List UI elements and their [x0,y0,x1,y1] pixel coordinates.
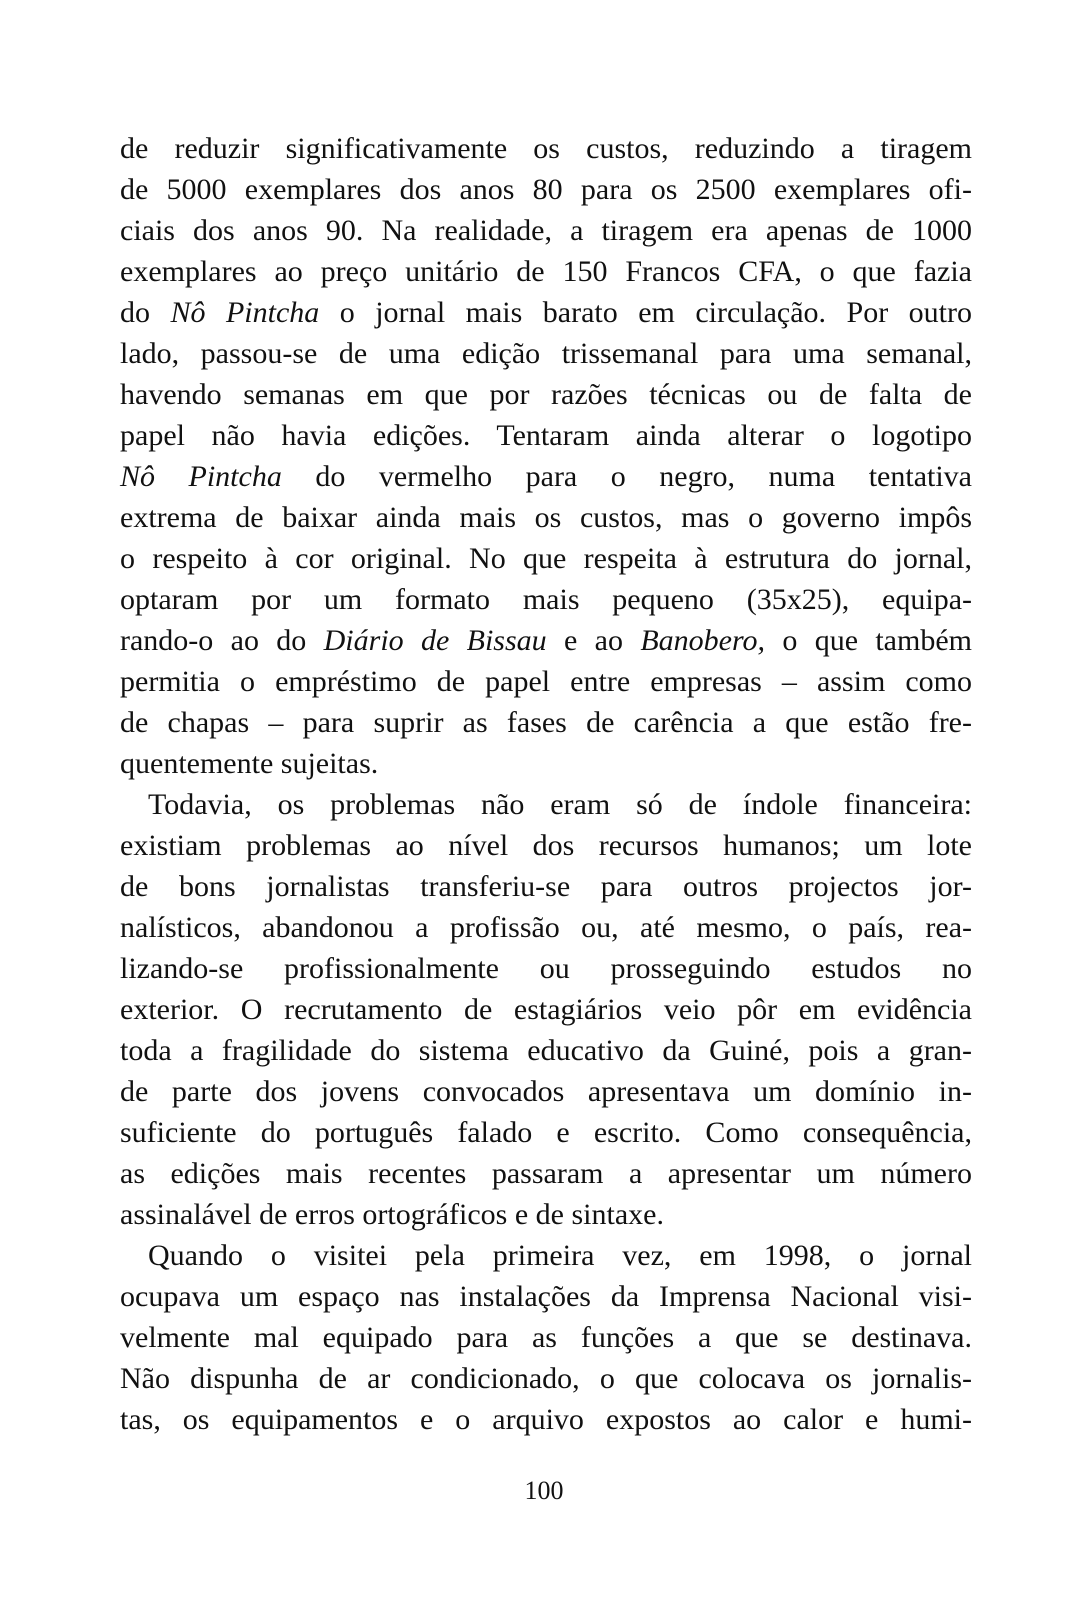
text-line: Todavia, os problemas não eram só de índole financeira: [148,788,972,821]
text-line: do Nô Pintcha o jornal mais barato em circulação. Por outro [120,296,972,329]
text-line: exemplares ao preço unitário de 150 Francos CFA, o que fazia [120,255,972,288]
text-line: tas, os equipamentos e o arquivo expostos ao calor e humi- [120,1403,972,1436]
text-line: de bons jornalistas transferiu-se para outros projectos jor- [120,870,972,903]
text-line: extrema de baixar ainda mais os custos, mas o governo impôs [120,501,972,534]
text-line: quentemente sujeitas. [120,747,379,780]
text-line: Não dispunha de ar condicionado, o que colocava os jornalis- [120,1362,972,1395]
text-line: Quando o visitei pela primeira vez, em 1998, o jornal [148,1239,972,1272]
text-line: as edições mais recentes passaram a apresentar um número [120,1157,972,1190]
text-line: havendo semanas em que por razões técnicas ou de falta de [120,378,972,411]
text-line: assinalável de erros ortográficos e de sintaxe. [120,1198,664,1231]
newspaper-title: Nô Pintcha [120,460,282,493]
text-line: permitia o empréstimo de papel entre empresas – assim como [120,665,972,698]
body-text [120,128,972,1440]
text-line: de 5000 exemplares dos anos 80 para os 2500 exemplares ofi- [120,173,972,206]
text-line: nalísticos, abandonou a profissão ou, até mesmo, o país, rea- [120,911,972,944]
newspaper-title: Diário de Bissau [323,624,547,657]
page-number: 100 [524,1476,564,1505]
text-line: toda a fragilidade do sistema educativo da Guiné, pois a gran- [120,1034,972,1067]
text-line: lizando-se profissionalmente ou prosseguindo estudos no [120,952,972,985]
text-line: de chapas – para suprir as fases de carência a que estão fre- [120,706,972,739]
text-line: ciais dos anos 90. Na realidade, a tiragem era apenas de 1000 [120,214,972,247]
text-line: rando-o ao do Diário de Bissau e ao Banobero, o que também [120,624,972,657]
text-line: suficiente do português falado e escrito. Como consequência, [120,1116,972,1149]
text-line: optaram por um formato mais pequeno (35x25), equipa- [120,583,972,616]
text-line: exterior. O recrutamento de estagiários veio pôr em evidência [120,993,972,1026]
text-line: lado, passou-se de uma edição trissemanal para uma semanal, [120,337,972,370]
text-line: ocupava um espaço nas instalações da Imprensa Nacional visi- [120,1280,972,1313]
text-line: de parte dos jovens convocados apresentava um domínio in- [120,1075,972,1108]
newspaper-title: Banobero, [640,624,766,657]
text-line: o respeito à cor original. No que respeita à estrutura do jornal, [120,542,972,575]
text-line: de reduzir significativamente os custos, reduzindo a tiragem [120,132,972,165]
text-line: Nô Pintcha do vermelho para o negro, numa tentativa [120,460,972,493]
text-line: existiam problemas ao nível dos recursos humanos; um lote [120,829,972,862]
text-line: papel não havia edições. Tentaram ainda alterar o logotipo [120,419,972,452]
text-line: velmente mal equipado para as funções a que se destinava. [120,1321,972,1354]
newspaper-title: Nô Pintcha [170,296,320,329]
